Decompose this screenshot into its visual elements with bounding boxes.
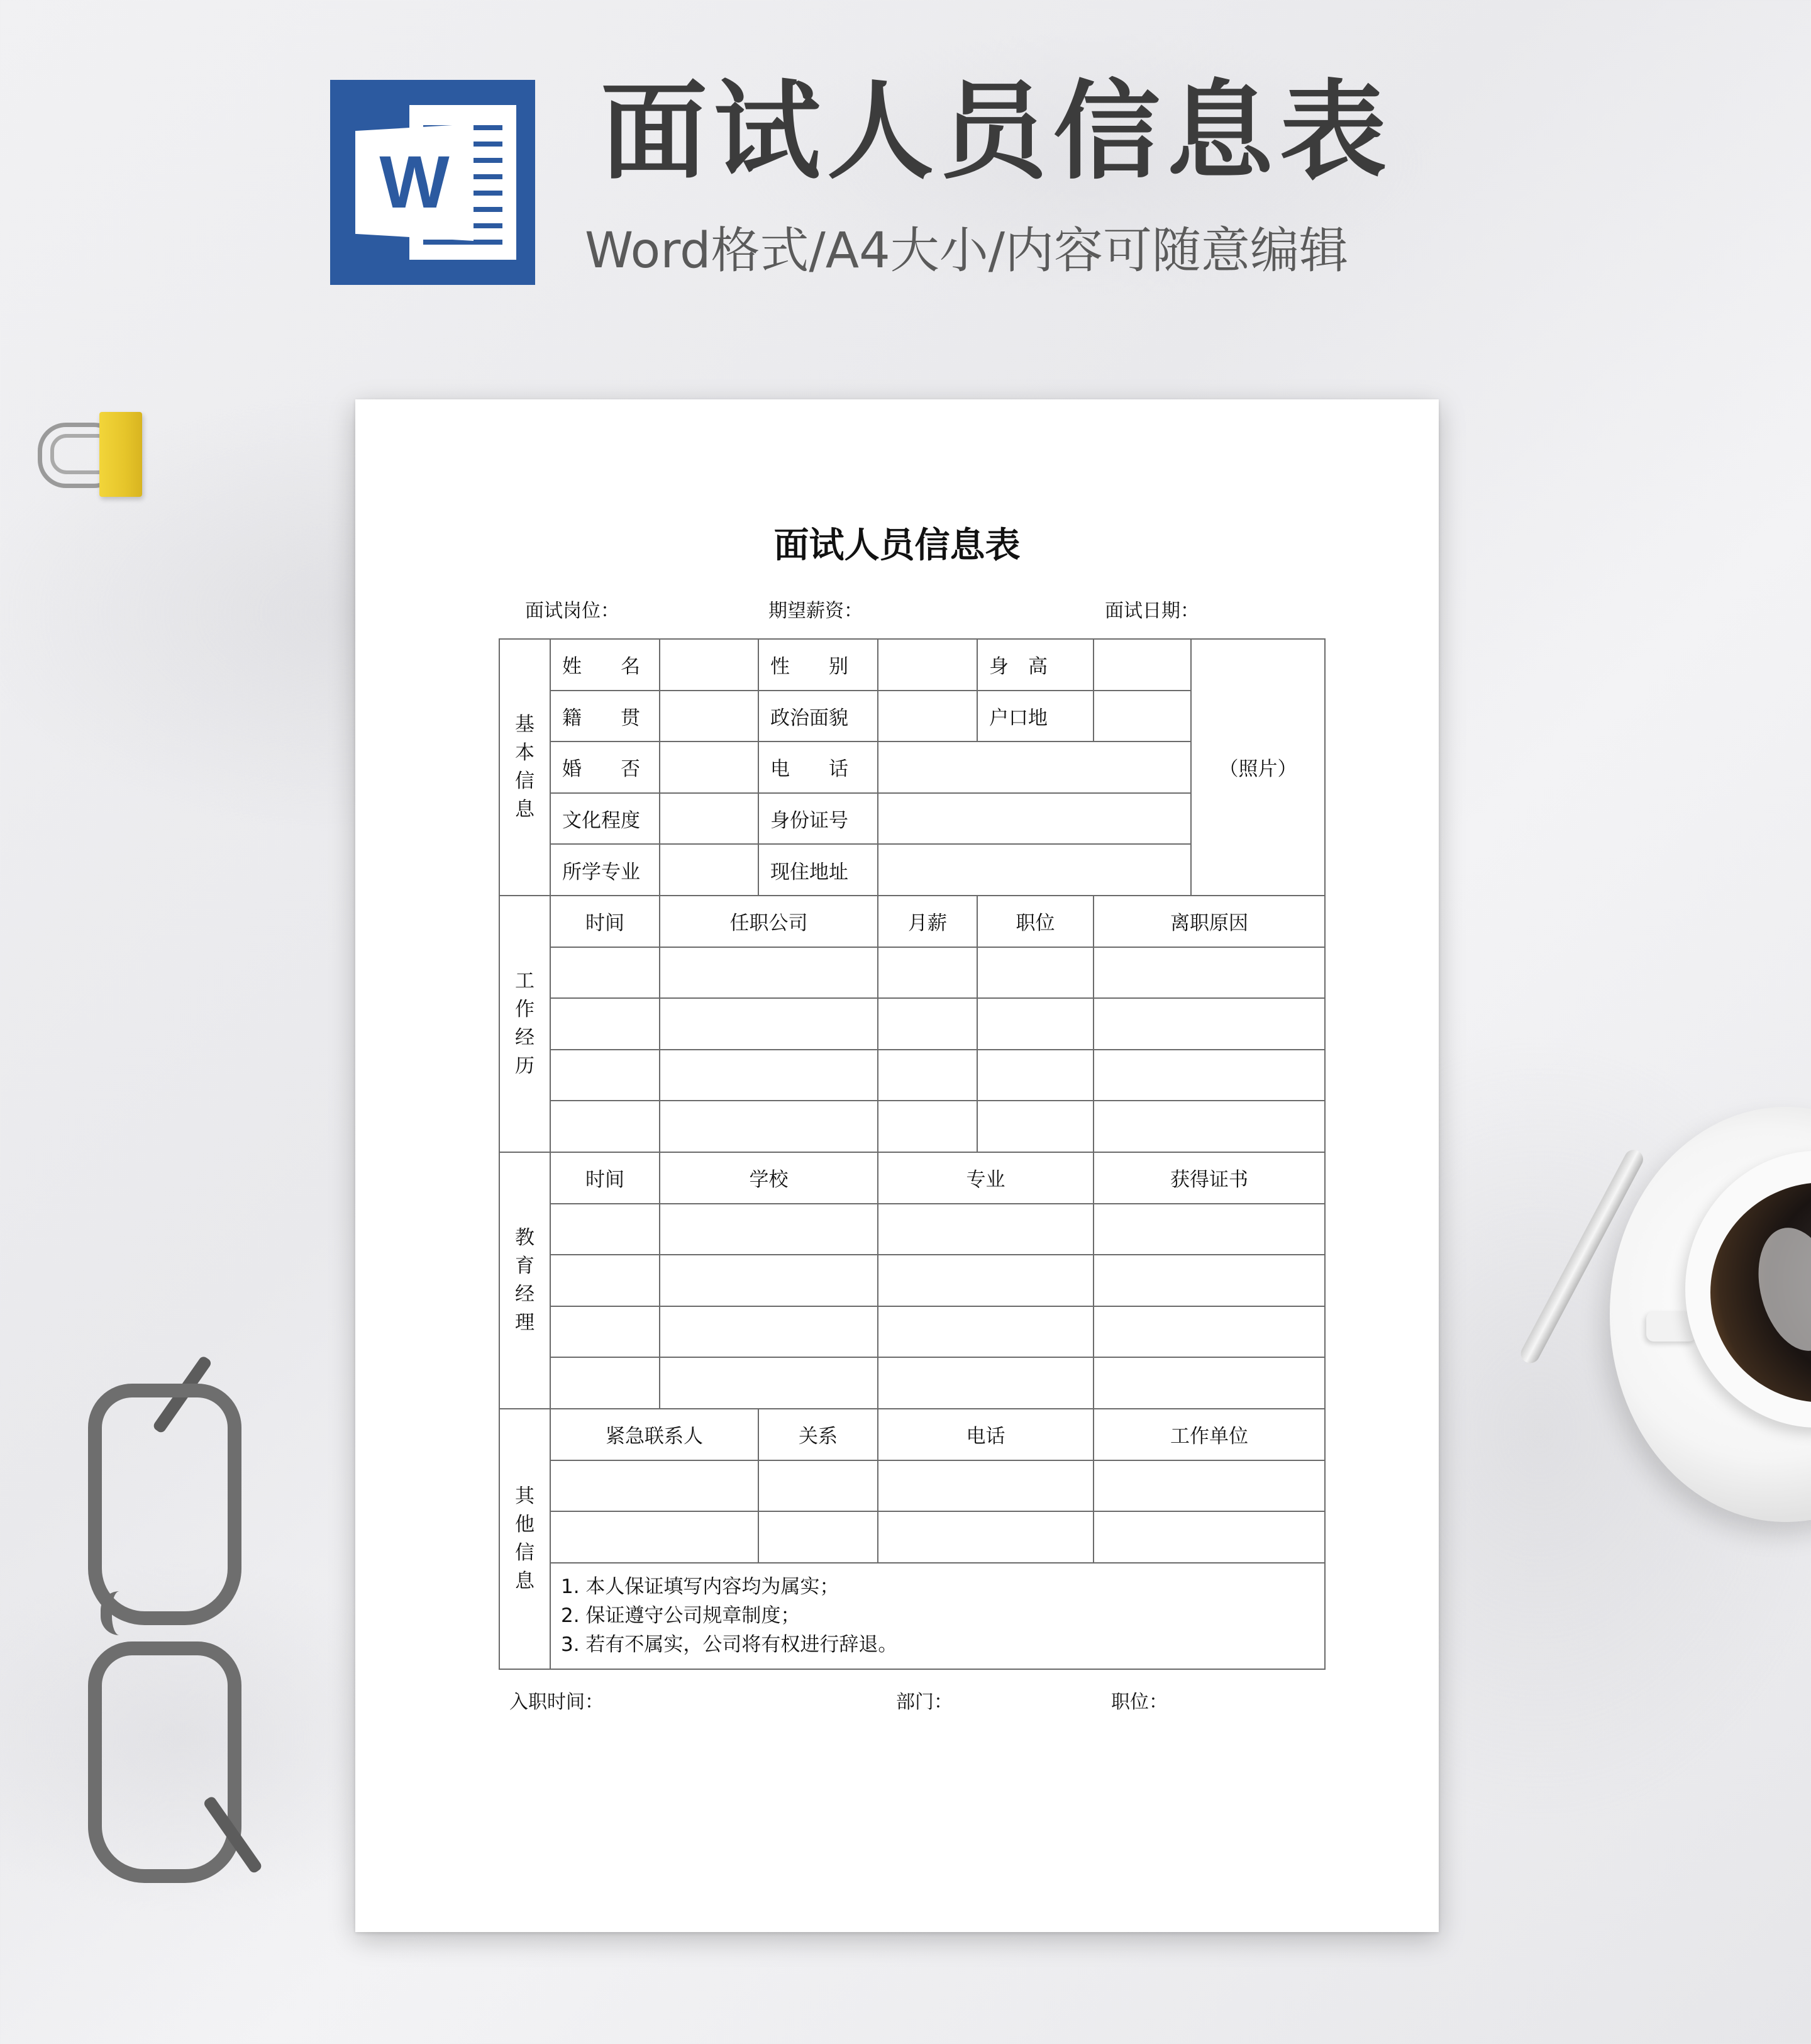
input-address[interactable] <box>878 844 1191 896</box>
document-title: 面试人员信息表 <box>773 525 1021 566</box>
word-logo-icon <box>330 80 535 285</box>
glasses-lens-top <box>88 1384 241 1625</box>
label-native-place: 籍 贯 <box>550 691 660 742</box>
input-name[interactable] <box>660 639 758 691</box>
section-basic-info: 基本信息 <box>499 639 550 896</box>
document-page <box>355 399 1439 1932</box>
field-interview-date: 面试日期： <box>1105 600 1199 622</box>
label-address: 现住地址 <box>758 844 878 896</box>
note-line: 3. 若有不属实，公司将有权进行辞退。 <box>561 1633 898 1656</box>
input-education[interactable] <box>660 793 758 845</box>
work-header-leave-reason: 离职原因 <box>1094 896 1325 947</box>
field-entry-time: 入职时间： <box>509 1691 604 1713</box>
field-position: 职位： <box>1111 1691 1168 1713</box>
photo-box[interactable]: （照片） <box>1191 639 1325 896</box>
section-other-info: 其他信息 <box>499 1409 550 1669</box>
declaration-notes <box>550 1563 1325 1669</box>
binder-clip-icon <box>99 412 142 497</box>
edu-header-major: 专业 <box>878 1152 1094 1204</box>
section-work-experience: 工作经历 <box>499 896 550 1152</box>
other-row <box>499 1511 1325 1563</box>
glasses-bridge <box>101 1591 150 1635</box>
work-header-company: 任职公司 <box>660 896 878 947</box>
input-phone[interactable] <box>878 742 1191 793</box>
banner-subtitle: Word格式/A4大小/内容可随意编辑 <box>585 223 1349 279</box>
other-header-employer: 工作单位 <box>1094 1409 1325 1460</box>
interview-form-table <box>499 638 1326 1670</box>
note-line: 2. 保证遵守公司规章制度； <box>561 1604 800 1627</box>
input-id-number[interactable] <box>878 793 1191 845</box>
work-row <box>499 1101 1325 1152</box>
work-header-salary: 月薪 <box>878 896 977 947</box>
label-political-status: 政治面貌 <box>758 691 878 742</box>
eyeglasses <box>75 1358 239 1874</box>
label-education: 文化程度 <box>550 793 660 845</box>
banner-title: 面试人员信息表 <box>601 70 1393 194</box>
edu-header-school: 学校 <box>660 1152 878 1204</box>
note-line: 1. 本人保证填写内容均为属实； <box>561 1575 839 1598</box>
work-row <box>499 947 1325 999</box>
edu-row <box>499 1204 1325 1255</box>
label-height: 身 高 <box>977 639 1094 691</box>
word-logo-letter: W <box>379 141 450 224</box>
label-id-number: 身份证号 <box>758 793 878 845</box>
work-row <box>499 1050 1325 1101</box>
label-major: 所学专业 <box>550 844 660 896</box>
edu-header-time: 时间 <box>550 1152 660 1204</box>
label-phone: 电 话 <box>758 742 878 793</box>
edu-row <box>499 1306 1325 1358</box>
glasses-lens-bottom <box>88 1641 241 1883</box>
field-expected-salary: 期望薪资： <box>768 600 863 622</box>
label-hukou: 户口地 <box>977 691 1094 742</box>
other-header-relation: 关系 <box>758 1409 878 1460</box>
label-marital: 婚 否 <box>550 742 660 793</box>
input-height[interactable] <box>1094 639 1191 691</box>
input-hukou[interactable] <box>1094 691 1191 742</box>
edu-row <box>499 1255 1325 1306</box>
input-major[interactable] <box>660 844 758 896</box>
work-header-time: 时间 <box>550 896 660 947</box>
input-gender[interactable] <box>878 639 977 691</box>
other-header-phone: 电话 <box>878 1409 1094 1460</box>
edu-row <box>499 1357 1325 1409</box>
other-header-emergency-contact: 紧急联系人 <box>550 1409 758 1460</box>
input-native-place[interactable] <box>660 691 758 742</box>
field-department: 部门： <box>896 1691 953 1713</box>
label-gender: 性 别 <box>758 639 878 691</box>
work-row <box>499 998 1325 1050</box>
field-interview-position: 面试岗位： <box>525 600 619 622</box>
input-marital[interactable] <box>660 742 758 793</box>
input-political-status[interactable] <box>878 691 977 742</box>
label-name: 姓 名 <box>550 639 660 691</box>
other-row <box>499 1460 1325 1512</box>
work-header-position: 职位 <box>977 896 1094 947</box>
section-education: 教育经理 <box>499 1152 550 1409</box>
edu-header-certificate: 获得证书 <box>1094 1152 1325 1204</box>
